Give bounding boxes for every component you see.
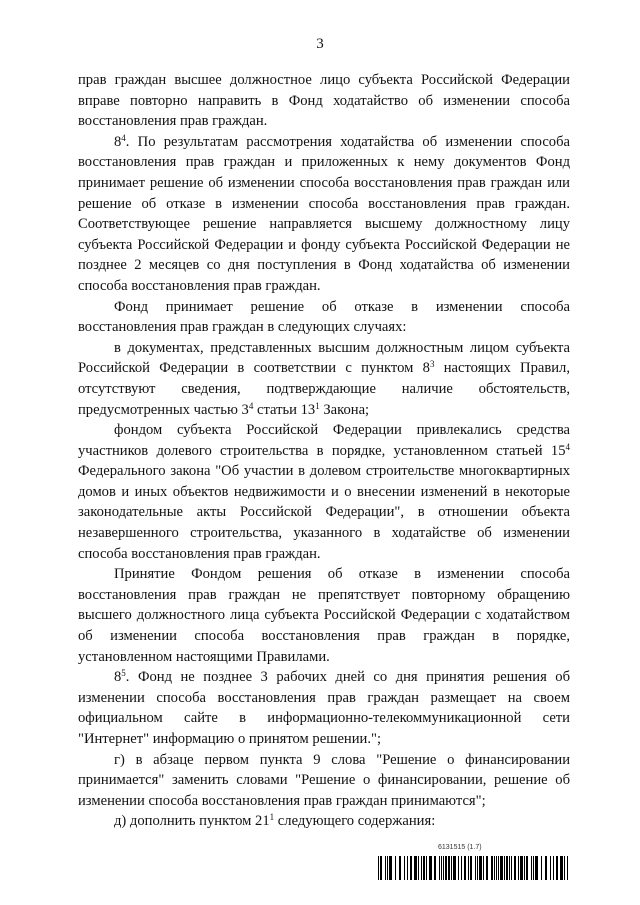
superscript: 4 — [248, 400, 254, 411]
text-part: настоящих Правил, отсутствуют сведения, подтверждающие наличие обстоятельств, предусмотренных частью 3 — [78, 360, 570, 418]
item-text: . Фонд не позднее 3 рабочих дней со дня принятия решения об изменении способа восстановления прав граждан размещает на своем официальном сайте в информационно-телекоммуникационной сети "Интернет" информацию о принятом решении."; — [78, 669, 570, 747]
document-body — [78, 70, 570, 832]
superscript: 1 — [269, 812, 275, 823]
item-number: 8 — [114, 133, 122, 150]
text-part: Закона; — [319, 401, 370, 418]
paragraph-repeat-appeal: Принятие Фондом решения об отказе в изменении способа восстановления прав граждан не препятствует повторному обращению высшего должностного лица субъекта Российской Федерации с ходатайством об изменении способа восстановления прав граждан в порядке, установленном настоящими Правилами. — [78, 566, 570, 665]
paragraph-amendment-g: г) в абзаце первом пункта 9 слова "Решение о финансировании принимается" заменить словами "Решение о финансировании, решение об изменении способа восстановления прав граждан принимаются"; — [78, 751, 570, 809]
text-part: статьи 13 — [253, 401, 316, 418]
barcode-icon — [378, 856, 570, 880]
paragraph-1: прав граждан высшее должностное лицо субъекта Российской Федерации вправе повторно направить в Фонд ходатайство об изменении способа восстановления прав граждан. — [78, 72, 570, 130]
superscript: 1 — [315, 400, 320, 411]
item-text: . По результатам рассмотрения ходатайства об изменении способа восстановления прав граждан и приложенных к нему документов Фонд принимает решение об изменении способа восстановления прав граждан или решение об отказе в изменении способа восстановления прав граждан. Соответствующее решение направляется высшему должностному лицу субъекта Российской Федерации и фонду субъекта Российской Федерации не позднее 2 месяцев со дня поступления в Фонд ходатайства об изменении способа восстановления прав граждан. — [78, 133, 570, 294]
page-number: 3 — [316, 36, 324, 52]
paragraph-item-8-4 — [78, 132, 570, 297]
paragraph-refusal-intro: Фонд принимает решение об отказе в изменении способа восстановления прав граждан в следующих случаях: — [78, 298, 570, 336]
paragraph-refusal-case-1 — [78, 338, 570, 420]
document-code: 6131515 (1.7) — [438, 844, 482, 851]
paragraph-item-8-5 — [78, 667, 570, 749]
superscript: 3 — [429, 359, 435, 370]
text-part: фондом субъекта Российской Федерации привлекались средства участников долевого строительства в порядке, установленном статьей 15 — [78, 422, 570, 459]
item-superscript: 4 — [121, 132, 126, 143]
text-part: Федерального закона "Об участии в долевом строительстве многоквартирных домов и иных объектов недвижимости и о внесении изменений в некоторые законодательные акты Российской Федерации", в отношении объекта незавершенного строительства, указанного в ходатайстве об изменении способа восстановления прав граждан. — [78, 463, 570, 562]
superscript: 4 — [565, 441, 570, 452]
paragraph-refusal-case-2 — [78, 420, 570, 564]
text-part: в документах, представленных высшим должностным лицом субъекта Российской Федерации в соответствии с пунктом 8 — [78, 339, 570, 377]
item-number: 8 — [114, 669, 122, 686]
text-part: следующего содержания: — [274, 813, 436, 830]
paragraph-amendment-d — [78, 811, 570, 832]
text-part: д) дополнить пунктом 21 — [114, 813, 270, 830]
item-superscript: 5 — [121, 668, 126, 679]
